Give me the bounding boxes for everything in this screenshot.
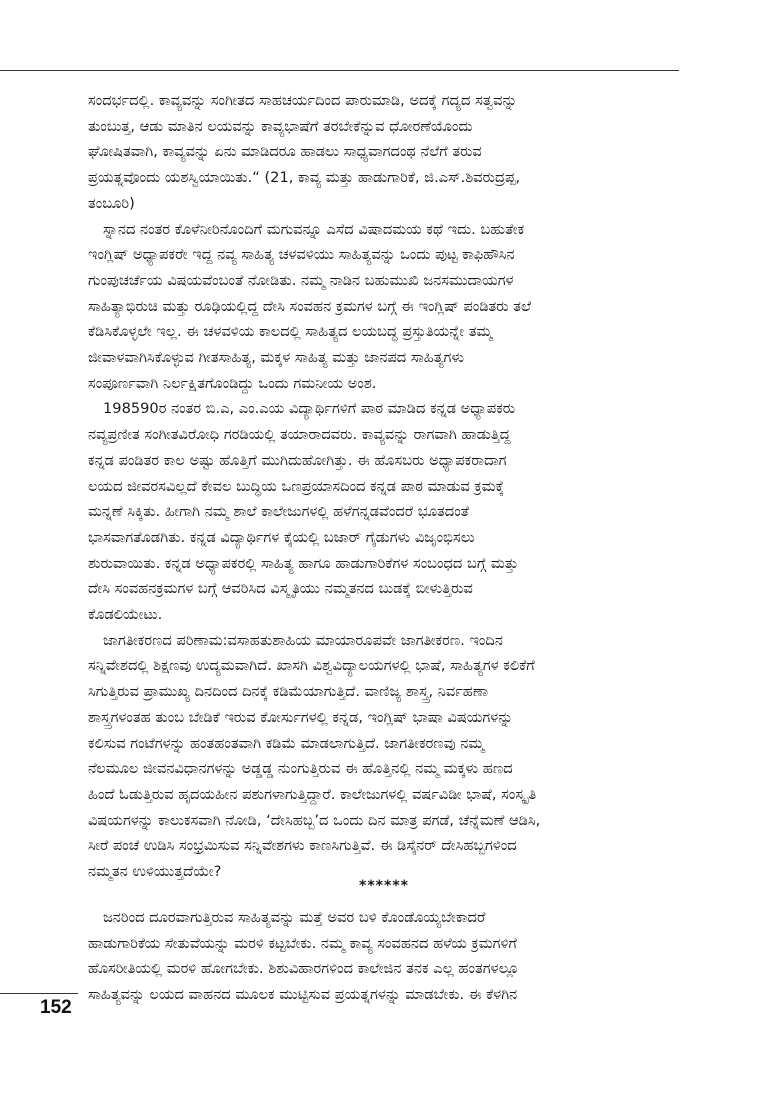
text-line: ಸಿಗುತ್ತಿರುವ ಪ್ರಾಮುಖ್ಯ ದಿನದಿಂದ ದಿನಕ್ಕೆ ಕಡಿಮೆಯಾಗುತ್ತಿದೆ. ವಾಣಿಜ್ಯ ಶಾಸ್ತ್ರ, ನಿರ್ವಹಣಾ: [88, 683, 489, 701]
text-line: ಕನ್ನಡ ಪಂಡಿತರ ಕಾಲ ಅಷ್ಟು ಹೊತ್ತಿಗೆ ಮುಗಿದುಹೋಗಿತ್ತು. ಈ ಹೊಸಬರು ಅಧ್ಯಾಪಕರಾದಾಗ: [88, 451, 507, 469]
text-line: ಶುರುವಾಯಿತು. ಕನ್ನಡ ಅಧ್ಯಾಪಕರಲ್ಲಿ ಸಾಹಿತ್ಯ ಹಾಗೂ ಹಾಡುಗಾರಿಕೆಗಳ ಸಂಬಂಧದ ಬಗ್ಗೆ ಮತ್ತು: [88, 554, 519, 572]
closing-text: [88, 905, 680, 1008]
text-line: ಘೋಷಿತವಾಗಿ, ಕಾವ್ಯವನ್ನು ಏನು ಮಾಡಿದರೂ ಹಾಡಲು ಸಾಧ್ಯವಾಗದಂಥ ನೆಲೆಗೆ ತರುವ: [88, 143, 482, 161]
text-line: ಜೀವಾಳವಾಗಿಸಿಕೊಳ್ಳುವ ಗೀತಸಾಹಿತ್ಯ, ಮಕ್ಕಳ ಸಾಹಿತ್ಯ ಮತ್ತು ಜಾನಪದ ಸಾಹಿತ್ಯಗಳು: [88, 349, 465, 367]
text-line: ಜನರಿಂದ ದೂರವಾಗುತ್ತಿರುವ ಸಾಹಿತ್ಯವನ್ನು ಮತ್ತೆ ಅವರ ಬಳಿ ಕೊಂಡೊಯ್ಯಬೇಕಾದರೆ: [103, 909, 486, 926]
text-line: ಮನ್ನಣೆ ಸಿಕ್ಕಿತು. ಹೀಗಾಗಿ ನಮ್ಮ ಶಾಲೆ ಕಾಲೇಜುಗಳಲ್ಲಿ ಹಳೆಗನ್ನಡವೆಂದರೆ ಭೂತದಂತೆ: [88, 503, 470, 521]
page-number-rule: [0, 993, 78, 994]
text-line: ನಮ್ಮತನ ಉಳಿಯುತ್ತದೆಯೇ?: [88, 863, 222, 881]
text-line: ಜಾಗತೀಕರಣದ ಪರಿಣಾಮ:ವಸಾಹತುಶಾಹಿಯ ಮಾಯಾರೂಪವೇ ಜಾಗತೀಕರಣ. ಇಂದಿನ: [103, 631, 503, 649]
text-line: ಭಾಸವಾಗತೊಡಗಿತು. ಕನ್ನಡ ವಿದ್ಯಾರ್ಥಿಗಳ ಕೈಯಲ್ಲಿ ಬಜಾರ್ ಗೈಡುಗಳು ವಿಜೃಂಭಿಸಲು: [88, 528, 475, 546]
text-line: ಕೆಡಿಸಿಕೊಳ್ಳಲೇ ಇಲ್ಲ. ಈ ಚಳವಳಿಯ ಕಾಲದಲ್ಲಿ ಸಾಹಿತ್ಯದ ಲಯಬದ್ಧ ಪ್ರಸ್ತುತಿಯನ್ನೇ ತಮ್ಮ: [88, 323, 493, 341]
text-line: ಹಿಂದೆ ಓಡುತ್ತಿರುವ ಹೃದಯಹೀನ ಪಶುಗಳಾಗುತ್ತಿದ್ದಾರೆ. ಕಾಲೇಜುಗಳಲ್ಲಿ ವರ್ಷವಿಡೀ ಭಾಷೆ, ಸಂಸ್ಕೃತಿ: [88, 785, 537, 803]
text-line: 198590ರ ನಂತರ ಬಿ.ಎ, ಎಂ.ಎಯ ವಿದ್ಯಾರ್ಥಿಗಳಿಗೆ ಪಾಠ ಮಾಡಿದ ಕನ್ನಡ ಅಧ್ಯಾಪಕರು: [103, 400, 516, 418]
text-line: ಲಯದ ಜೀವರಸವಿಲ್ಲದೆ ಕೇವಲ ಬುದ್ಧಿಯ ಒಣಪ್ರಯಾಸದಿಂದ ಕನ್ನಡ ಪಾಠ ಮಾಡುವ ಕ್ರಮಕ್ಕೆ: [88, 477, 505, 495]
text-line: ಸಂಪೂರ್ಣವಾಗಿ ನಿರ್ಲಕ್ಷಿತಗೊಂಡಿದ್ದು ಒಂದು ಗಮನೀಯ ಅಂಶ.: [88, 374, 377, 392]
text-line: ಹಾಡುಗಾರಿಕೆಯ ಸೇತುವೆಯನ್ನು ಮರಳಿ ಕಟ್ಟಬೇಕು. ನಮ್ಮ ಕಾವ್ಯ ಸಂವಹನದ ಹಳೆಯ ಕ್ರಮಗಳಿಗೆ: [88, 934, 517, 952]
text-line: ವಿಷಯಗಳನ್ನು ಕಾಲುಕಸವಾಗಿ ನೋಡಿ, ‘ದೇಸಿಹಬ್ಬ’ದ ಒಂದು ದಿನ ಮಾತ್ರ ಪಗಡೆ, ಚೆನ್ನೆಮಣೆ ಆಡಿಸಿ,: [88, 811, 541, 829]
paragraph-3: [88, 396, 680, 627]
text-line: ಸ್ನಾನದ ನಂತರ ಕೊಳೆನೀರಿನೊಂದಿಗೆ ಮಗುವನ್ನೂ ಎಸೆದ ವಿಷಾದಮಯ ಕಥೆ ಇದು. ಬಹುತೇಕ: [103, 220, 525, 238]
text-line: ಸನ್ನಿವೇಶದಲ್ಲಿ ಶಿಕ್ಷಣವು ಉದ್ಯಮವಾಗಿದೆ. ಖಾಸಗಿ ವಿಶ್ವವಿದ್ಯಾಲಯಗಳಲ್ಲಿ ಭಾಷೆ, ಸಾಹಿತ್ಯಗಳ ಕಲಿಕೆಗೆ: [88, 657, 535, 675]
paragraph-1: [88, 88, 680, 217]
paragraph-4: [88, 628, 680, 885]
section-separator: ******: [359, 878, 409, 894]
body-text: [88, 88, 680, 885]
text-line: ತಂಬೂರಿ): [88, 194, 135, 212]
text-line: ಸಂದರ್ಭದಲ್ಲಿ. ಕಾವ್ಯವನ್ನು ಸಂಗೀತದ ಸಾಹಚರ್ಯದಿಂದ ಪಾರುಮಾಡಿ, ಅದಕ್ಕೆ ಗದ್ಯದ ಸತ್ವವನ್ನು: [88, 92, 518, 109]
text-line: ಹೊಸರೀತಿಯಲ್ಲಿ ಮರಳಿ ಹೋಗಬೇಕು. ಶಿಶುವಿಹಾರಗಳಿಂದ ಕಾಲೇಜಿನ ತನಕ ಎಲ್ಲ ಹಂತಗಳಲ್ಲೂ: [88, 960, 520, 978]
text-line: ಪ್ರಯತ್ನವೊಂದು ಯಶಸ್ವಿಯಾಯಿತು.“ (21, ಕಾವ್ಯ ಮತ್ತು ಹಾಡುಗಾರಿಕೆ, ಜಿ.ಎಸ್.ಶಿವರುದ್ರಪ್ಪ,: [88, 169, 521, 187]
text-line: ನವ್ಯಪ್ರಣೀತ ಸಂಗೀತವಿರೋಧಿ ಗರಡಿಯಲ್ಲಿ ತಯಾರಾದವರು. ಕಾವ್ಯವನ್ನು ರಾಗವಾಗಿ ಹಾಡುತ್ತಿದ್ದ: [88, 426, 511, 444]
text-line: ಶಾಸ್ತ್ರಗಳಂತಹ ತುಂಬ ಬೇಡಿಕೆ ಇರುವ ಕೋರ್ಸುಗಳಲ್ಲಿ ಕನ್ನಡ, ಇಂಗ್ಲಿಷ್ ಭಾಷಾ ವಿಷಯಗಳನ್ನು: [88, 708, 513, 726]
text-line: ಕಲಿಸುವ ಗಂಟೆಗಳನ್ನು ಹಂತಹಂತವಾಗಿ ಕಡಿಮೆ ಮಾಡಲಾಗುತ್ತಿದೆ. ಜಾಗತೀಕರಣವು ನಮ್ಮ: [88, 734, 485, 752]
text-line: ಸಾಹಿತ್ಯಾಭಿರುಚಿ ಮತ್ತು ರೂಢಿಯಲ್ಲಿದ್ದ ದೇಸಿ ಸಂವಹನ ಕ್ರಮಗಳ ಬಗ್ಗೆ ಈ ಇಂಗ್ಲಿಷ್ ಪಂಡಿತರು ತಲೆ: [88, 297, 532, 315]
text-line: ಗುಂಪುಚರ್ಚೆಯ ವಿಷಯವೆಂಬಂತೆ ನೋಡಿತು. ನಮ್ಮ ನಾಡಿನ ಬಹುಮುಖಿ ಜನಸಮುದಾಯಗಳ: [88, 271, 514, 289]
text-line: ತುಂಬುತ್ತ, ಆಡು ಮಾತಿನ ಲಯವನ್ನು ಕಾವ್ಯಭಾಷೆಗೆ ತರಬೇಕೆನ್ನುವ ಧೋರಣೆಯೊಂದು: [88, 117, 473, 135]
text-line: ಇಂಗ್ಲಿಷ್ ಅಧ್ಯಾಪಕರೇ ಇದ್ದ ನವ್ಯ ಸಾಹಿತ್ಯ ಚಳವಳಿಯು ಸಾಹಿತ್ಯವನ್ನು ಒಂದು ಪುಟ್ಟ ಕಾಫಿಹೌಸಿನ: [88, 246, 515, 264]
text-line: ನೆಲಮೂಲ ಜೀವನವಿಧಾನಗಳನ್ನು ಅಡ್ಡಡ್ಡ ನುಂಗುತ್ತಿರುವ ಈ ಹೊತ್ತಿನಲ್ಲಿ ನಮ್ಮ ಮಕ್ಕಳು ಹಣದ: [88, 760, 513, 778]
text-line: ಕೊಡಲಿಯೇಟು.: [88, 606, 163, 624]
paragraph-2: [88, 217, 680, 397]
top-rule: [0, 70, 679, 71]
text-line: ಸಾಹಿತ್ಯವನ್ನು ಲಯದ ವಾಹನದ ಮೂಲಕ ಮುಟ್ಟಿಸುವ ಪ್ರಯತ್ನಗಳನ್ನು ಮಾಡಬೇಕು. ಈ ಕೆಳಗಿನ: [88, 986, 518, 1004]
paragraph-5: [88, 905, 680, 1008]
text-line: ಸೀರೆ ಪಂಚೆ ಉಡಿಸಿ ಸಂಭ್ರಮಿಸುವ ಸನ್ನಿವೇಶಗಳು ಕಾಣಸಿಗುತ್ತಿವೆ. ಈ ಡಿಸೈನರ್ ದೇಸಿಹಬ್ಬಗಳಿಂದ: [88, 837, 517, 855]
page-number: 152: [40, 997, 72, 1018]
text-line: ದೇಸಿ ಸಂವಹನಕ್ರಮಗಳ ಬಗ್ಗೆ ಆವರಿಸಿದ ವಿಸ್ಮೃತಿಯು ನಮ್ಮತನದ ಬುಡಕ್ಕೆ ಬೀಳುತ್ತಿರುವ: [88, 580, 473, 598]
